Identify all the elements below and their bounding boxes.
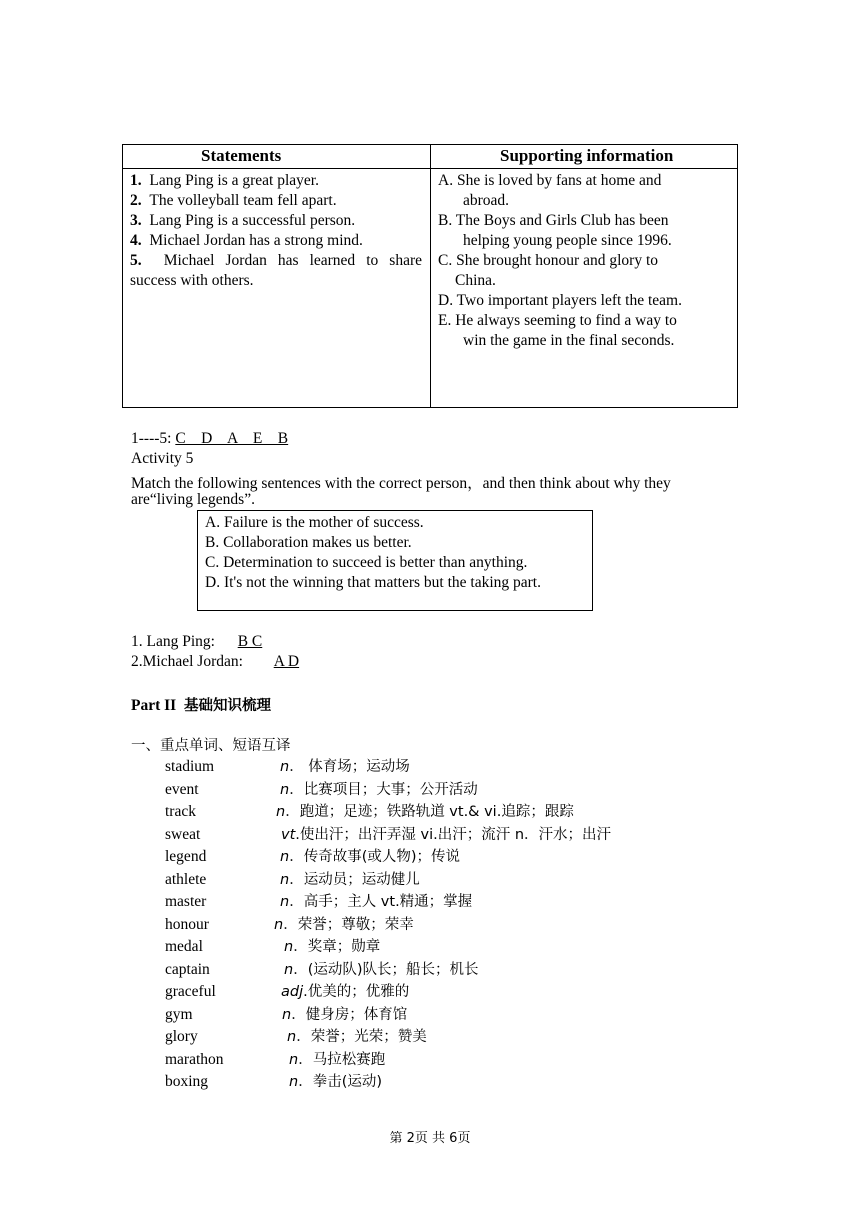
vocab-item: stadium n． 体育场；运动场	[165, 758, 410, 775]
vocab-item: master n．高手；主人 vt.精通；掌握	[165, 893, 473, 910]
statement-5-cont: success with others.	[130, 272, 254, 289]
vocab-item: event n．比赛项目；大事；公开活动	[165, 780, 478, 798]
statements-column	[130, 171, 422, 291]
header-divider	[123, 168, 737, 169]
section1-title: 一、重点单词、短语互译	[131, 738, 291, 754]
vocab-item: medal n．奖章；勋章	[165, 938, 381, 955]
statement-3: 3. Lang Ping is a successful person.	[130, 212, 356, 229]
activity5-title: Activity 5	[131, 450, 194, 467]
vocab-item: legend n．传奇故事(或人物)；传说	[165, 848, 461, 865]
support-b-cont: helping young people since 1996.	[463, 232, 672, 249]
vocab-item: sweat vt.使出汗；出汗弄湿 vi.出汗；流汗 n．汗水；出汗	[165, 825, 612, 843]
vocab-item: athlete n．运动员；运动健儿	[165, 870, 420, 888]
page-footer: 第 2页 共 6页	[389, 1131, 471, 1146]
match-lang-ping: 1. Lang Ping: B C	[131, 633, 263, 650]
support-d: D. Two important players left the team.	[438, 292, 682, 309]
quote-options-box	[197, 510, 593, 611]
statements-table	[122, 144, 738, 408]
statement-5: 5. Michael Jordan has learned to share	[130, 252, 423, 269]
vocab-item: graceful adj.优美的；优雅的	[165, 983, 410, 1000]
support-e-cont: win the game in the final seconds.	[463, 332, 675, 349]
match-michael-jordan: 2.Michael Jordan: A D	[131, 653, 300, 670]
column-divider	[430, 145, 431, 407]
statement-1: 1. Lang Ping is a great player.	[130, 172, 319, 189]
answers-1-5: 1----5: C D A E B	[131, 430, 289, 447]
option-b: B. Collaboration makes us better.	[205, 534, 412, 551]
activity5-instruction: Match the following sentences with the correct person，and then think about why they	[131, 475, 671, 492]
statement-4: 4. Michael Jordan has a strong mind.	[130, 232, 363, 249]
support-c-cont: China.	[455, 272, 496, 289]
vocab-item: honour n．荣誉；尊敬；荣幸	[165, 915, 414, 933]
part2-title: Part II 基础知识梳理	[131, 697, 271, 714]
support-a: A. She is loved by fans at home and	[438, 172, 662, 189]
vocab-item: boxing n．拳击(运动)	[165, 1073, 383, 1090]
vocab-list	[165, 756, 612, 1094]
vocab-item: marathon n．马拉松赛跑	[165, 1050, 386, 1068]
header-statements: Statements	[201, 146, 282, 165]
support-e: E. He always seeming to find a way to	[438, 312, 677, 329]
header-supporting-information: Supporting information	[500, 146, 674, 165]
support-c: C. She brought honour and glory to	[438, 252, 658, 269]
vocab-item: glory n．荣誉；光荣；赞美	[165, 1028, 427, 1045]
supporting-column	[438, 171, 734, 351]
option-a: A. Failure is the mother of success.	[205, 514, 424, 531]
vocab-item: track n．跑道；足迹；铁路轨道 vt.& vi.追踪；跟踪	[165, 803, 574, 820]
statement-2: 2. The volleyball team fell apart.	[130, 192, 337, 209]
support-a-cont: abroad.	[463, 192, 510, 209]
activity5-instruction-cont: are“living legends”.	[131, 491, 255, 508]
vocab-item: gym n．健身房；体育馆	[165, 1005, 408, 1023]
option-d: D. It's not the winning that matters but the taking part.	[205, 574, 541, 591]
support-b: B. The Boys and Girls Club has been	[438, 212, 669, 229]
option-c: C. Determination to succeed is better than anything.	[205, 554, 528, 571]
vocab-item: captain n．(运动队)队长；船长；机长	[165, 960, 479, 978]
